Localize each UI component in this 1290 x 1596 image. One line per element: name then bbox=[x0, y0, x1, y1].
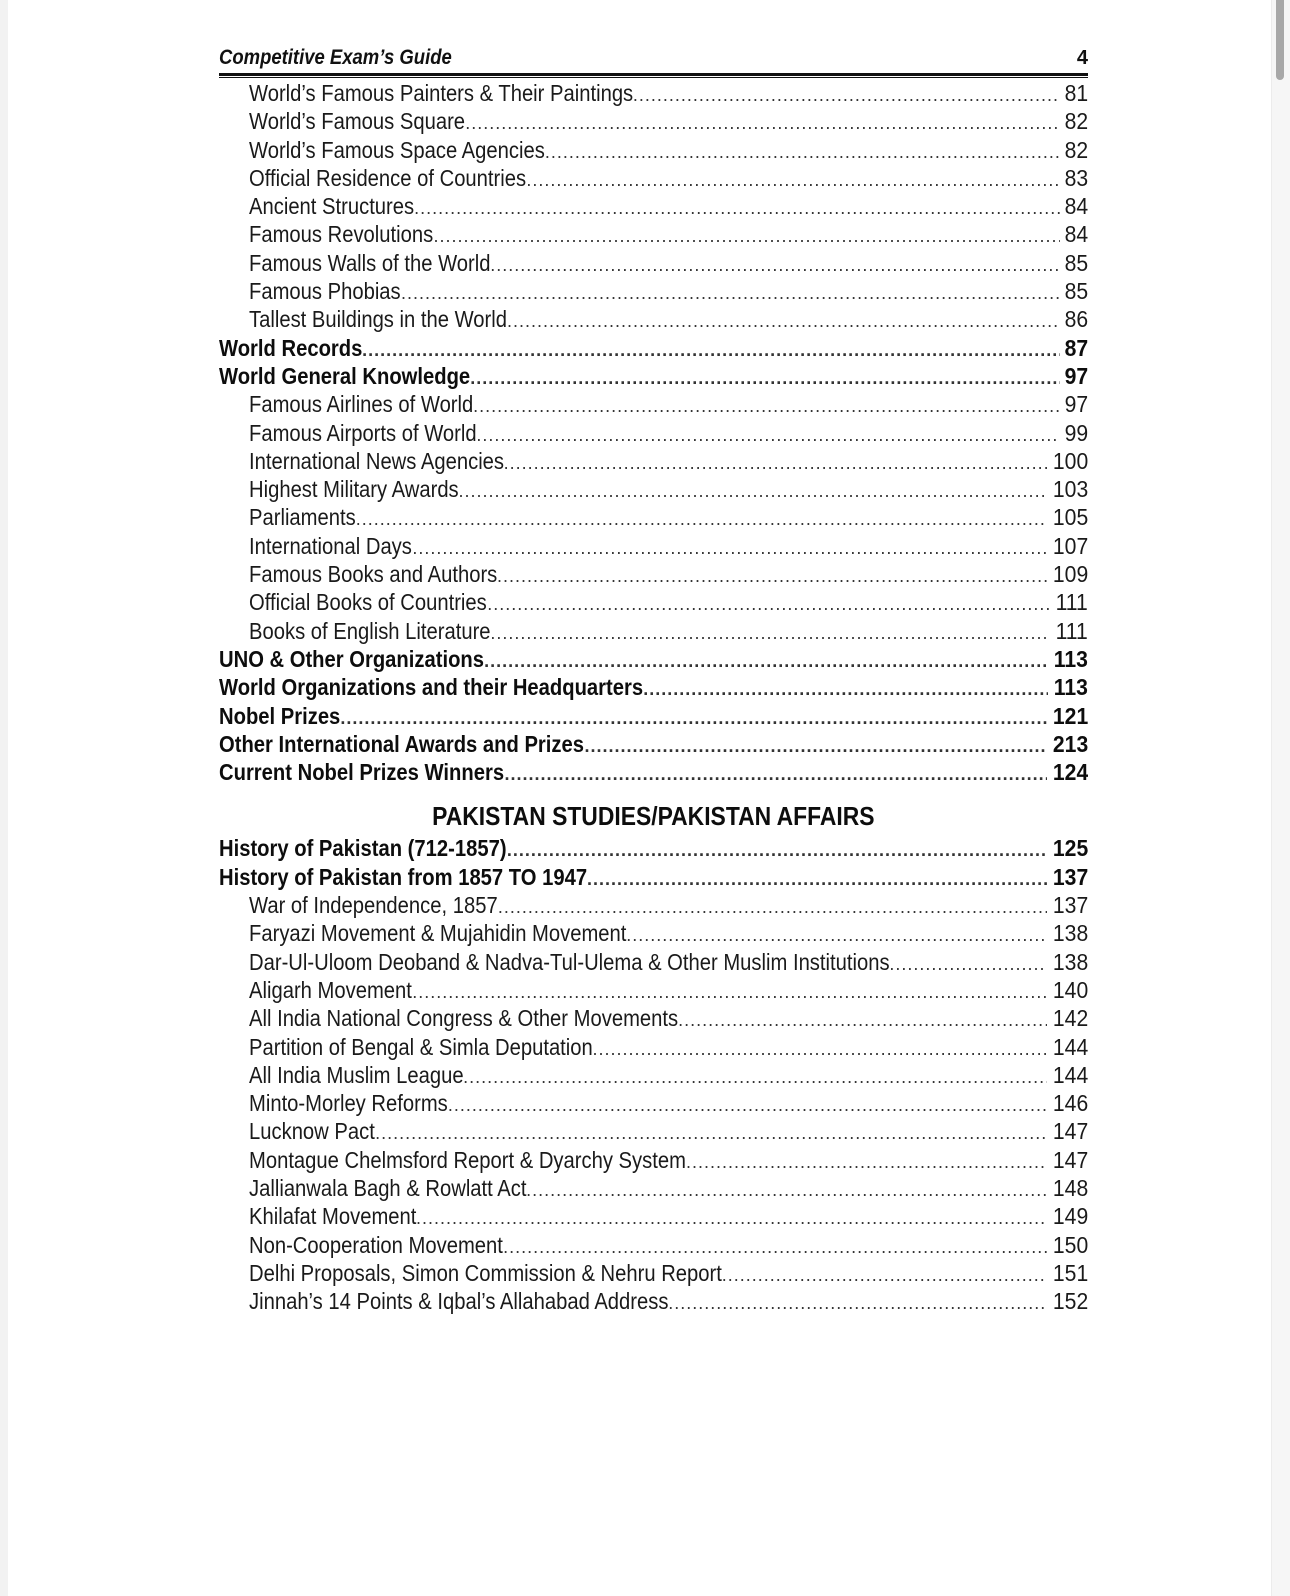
section-heading-text: PAKISTAN STUDIES/PAKISTAN AFFAIRS bbox=[432, 801, 875, 832]
toc-chapter-entry[interactable] bbox=[219, 703, 1088, 731]
dot-leader bbox=[448, 1095, 1047, 1116]
toc-entry-title: Delhi Proposals, Simon Commission & Nehru Report bbox=[249, 1259, 722, 1286]
toc-list-pakistan bbox=[219, 835, 1088, 1316]
toc-entry-page: 148 bbox=[1052, 1174, 1088, 1201]
toc-entry-title: Ancient Structures bbox=[249, 193, 415, 220]
header-double-rule bbox=[219, 73, 1088, 78]
dot-leader bbox=[487, 594, 1050, 615]
toc-chapter-entry[interactable] bbox=[219, 835, 1088, 863]
toc-entry-title: World’s Famous Space Agencies bbox=[249, 136, 545, 163]
toc-entry-title: Current Nobel Prizes Winners bbox=[219, 759, 505, 786]
toc-subentry[interactable] bbox=[219, 1147, 1088, 1175]
toc-entry-title: War of Independence, 1857 bbox=[249, 892, 498, 919]
toc-entry-page: 125 bbox=[1052, 835, 1088, 862]
dot-leader bbox=[584, 736, 1046, 757]
toc-chapter-entry[interactable] bbox=[219, 864, 1088, 892]
toc-entry-title: Famous Airports of World bbox=[249, 419, 477, 446]
toc-entry-title: Partition of Bengal & Simla Deputation bbox=[249, 1033, 593, 1060]
dot-leader bbox=[412, 538, 1046, 559]
dot-leader bbox=[889, 954, 1046, 975]
toc-subentry[interactable] bbox=[219, 618, 1088, 646]
page-content bbox=[219, 40, 1088, 1316]
dot-leader bbox=[476, 425, 1060, 446]
dot-leader bbox=[643, 679, 1048, 700]
dot-leader bbox=[412, 982, 1047, 1003]
toc-entry-title: Other International Awards and Prizes bbox=[219, 730, 585, 757]
toc-chapter-entry[interactable] bbox=[219, 759, 1088, 787]
toc-entry-page: 86 bbox=[1064, 306, 1088, 333]
toc-entry-page: 142 bbox=[1052, 1005, 1088, 1032]
section-heading bbox=[219, 801, 1088, 831]
dot-leader bbox=[465, 113, 1060, 134]
toc-subentry[interactable] bbox=[219, 1288, 1088, 1316]
toc-entry-title: Books of English Literature bbox=[249, 617, 491, 644]
dot-leader bbox=[678, 1010, 1047, 1031]
toc-entry-title: Non-Cooperation Movement bbox=[249, 1231, 503, 1258]
toc-entry-page: 213 bbox=[1052, 730, 1088, 757]
scrollbar-thumb[interactable] bbox=[1276, 0, 1284, 80]
dot-leader bbox=[498, 897, 1047, 918]
toc-subentry[interactable] bbox=[219, 1232, 1088, 1260]
toc-entry-page: 111 bbox=[1055, 589, 1088, 616]
dot-leader bbox=[668, 1293, 1047, 1314]
toc-entry-page: 83 bbox=[1064, 164, 1088, 191]
toc-subentry[interactable] bbox=[219, 306, 1088, 334]
toc-entry-title: Official Residence of Countries bbox=[249, 164, 527, 191]
toc-subentry[interactable] bbox=[219, 221, 1088, 249]
toc-subentry[interactable] bbox=[219, 137, 1088, 165]
toc-subentry[interactable] bbox=[219, 1118, 1088, 1146]
dot-leader bbox=[722, 1265, 1047, 1286]
toc-entry-page: 82 bbox=[1064, 136, 1088, 163]
toc-entry-title: Dar-Ul-Uloom Deoband & Nadva-Tul-Ulema & Other Muslim Institutions bbox=[249, 948, 890, 975]
dot-leader bbox=[505, 764, 1047, 785]
document-page bbox=[8, 0, 1272, 1596]
toc-entry-title: Parliaments bbox=[249, 504, 356, 531]
dot-leader bbox=[416, 1208, 1047, 1229]
toc-entry-title: Khilafat Movement bbox=[249, 1203, 417, 1230]
toc-entry-page: 124 bbox=[1052, 759, 1088, 786]
toc-entry-page: 100 bbox=[1052, 447, 1088, 474]
dot-leader bbox=[490, 255, 1060, 276]
toc-subentry[interactable] bbox=[219, 108, 1088, 136]
toc-entry-title: History of Pakistan (712-1857) bbox=[219, 835, 507, 862]
toc-entry-page: 105 bbox=[1052, 504, 1088, 531]
toc-entry-page: 121 bbox=[1052, 702, 1088, 729]
dot-leader bbox=[504, 453, 1047, 474]
toc-entry-title: Famous Revolutions bbox=[249, 221, 434, 248]
toc-subentry[interactable] bbox=[219, 892, 1088, 920]
toc-entry-title: World Organizations and their Headquarters bbox=[219, 674, 644, 701]
dot-leader bbox=[433, 226, 1059, 247]
toc-entry-page: 147 bbox=[1052, 1118, 1088, 1145]
dot-leader bbox=[375, 1123, 1047, 1144]
toc-chapter-entry[interactable] bbox=[219, 731, 1088, 759]
dot-leader bbox=[484, 651, 1048, 672]
dot-leader bbox=[362, 340, 1060, 361]
toc-entry-page: 82 bbox=[1064, 108, 1088, 135]
toc-entry-page: 149 bbox=[1052, 1203, 1088, 1230]
toc-entry-title: World’s Famous Square bbox=[249, 108, 466, 135]
toc-entry-title: Faryazi Movement & Mujahidin Movement bbox=[249, 920, 627, 947]
dot-leader bbox=[463, 1067, 1047, 1088]
toc-entry-page: 99 bbox=[1064, 419, 1088, 446]
toc-entry-page: 107 bbox=[1052, 532, 1088, 559]
toc-entry-page: 85 bbox=[1064, 249, 1088, 276]
toc-subentry[interactable] bbox=[219, 476, 1088, 504]
page-number: 4 bbox=[1076, 47, 1088, 69]
toc-entry-page: 103 bbox=[1052, 476, 1088, 503]
toc-entry-title: Minto-Morley Reforms bbox=[249, 1090, 448, 1117]
dot-leader bbox=[503, 1237, 1047, 1258]
dot-leader bbox=[401, 283, 1060, 304]
toc-subentry[interactable] bbox=[219, 80, 1088, 108]
toc-entry-title: Jallianwala Bagh & Rowlatt Act bbox=[249, 1174, 527, 1201]
toc-entry-title: Famous Phobias bbox=[249, 278, 401, 305]
toc-subentry[interactable] bbox=[219, 504, 1088, 532]
toc-entry-page: 97 bbox=[1064, 391, 1088, 418]
toc-entry-title: Nobel Prizes bbox=[219, 702, 341, 729]
toc-list-world bbox=[219, 80, 1088, 787]
toc-entry-page: 84 bbox=[1064, 221, 1088, 248]
toc-entry-title: Official Books of Countries bbox=[249, 589, 487, 616]
toc-entry-title: Tallest Buildings in the World bbox=[249, 306, 507, 333]
dot-leader bbox=[626, 925, 1047, 946]
dot-leader bbox=[526, 170, 1060, 191]
toc-entry-page: 113 bbox=[1053, 674, 1088, 701]
toc-subentry[interactable] bbox=[219, 920, 1088, 948]
toc-entry-title: Lucknow Pact bbox=[249, 1118, 375, 1145]
toc-subentry[interactable] bbox=[219, 1062, 1088, 1090]
toc-entry-page: 146 bbox=[1052, 1090, 1088, 1117]
toc-subentry[interactable] bbox=[219, 1260, 1088, 1288]
toc-entry-page: 113 bbox=[1053, 645, 1088, 672]
toc-subentry[interactable] bbox=[219, 448, 1088, 476]
toc-entry-page: 84 bbox=[1064, 193, 1088, 220]
toc-entry-page: 111 bbox=[1055, 617, 1088, 644]
dot-leader bbox=[593, 1039, 1047, 1060]
dot-leader bbox=[633, 85, 1060, 106]
toc-chapter-entry[interactable] bbox=[219, 674, 1088, 702]
toc-chapter-entry[interactable] bbox=[219, 363, 1088, 391]
toc-entry-title: Famous Walls of the World bbox=[249, 249, 491, 276]
toc-entry-title: International Days bbox=[249, 532, 412, 559]
toc-subentry[interactable] bbox=[219, 278, 1088, 306]
dot-leader bbox=[470, 368, 1060, 389]
running-title: Competitive Exam’s Guide bbox=[219, 46, 452, 69]
toc-entry-page: 151 bbox=[1052, 1259, 1088, 1286]
toc-subentry[interactable] bbox=[219, 1034, 1088, 1062]
toc-entry-page: 138 bbox=[1052, 948, 1088, 975]
toc-entry-page: 137 bbox=[1052, 892, 1088, 919]
dot-leader bbox=[526, 1180, 1047, 1201]
toc-entry-page: 147 bbox=[1052, 1146, 1088, 1173]
toc-entry-title: World’s Famous Painters & Their Paintings bbox=[249, 80, 634, 106]
toc-entry-title: Famous Books and Authors bbox=[249, 561, 498, 588]
toc-subentry[interactable] bbox=[219, 165, 1088, 193]
toc-subentry[interactable] bbox=[219, 589, 1088, 617]
toc-subentry[interactable] bbox=[219, 977, 1088, 1005]
toc-entry-title: Highest Military Awards bbox=[249, 476, 459, 503]
dot-leader bbox=[340, 708, 1046, 729]
toc-entry-title: Aligarh Movement bbox=[249, 976, 412, 1003]
toc-entry-page: 85 bbox=[1064, 278, 1088, 305]
dot-leader bbox=[490, 623, 1050, 644]
toc-subentry[interactable] bbox=[219, 391, 1088, 419]
toc-subentry[interactable] bbox=[219, 250, 1088, 278]
toc-entry-title: International News Agencies bbox=[249, 447, 505, 474]
toc-subentry[interactable] bbox=[219, 561, 1088, 589]
dot-leader bbox=[545, 142, 1060, 163]
toc-entry-title: World Records bbox=[219, 334, 363, 361]
dot-leader bbox=[497, 566, 1047, 587]
toc-entry-title: World General Knowledge bbox=[219, 362, 471, 389]
toc-entry-title: History of Pakistan from 1857 TO 1947 bbox=[219, 863, 588, 890]
dot-leader bbox=[356, 509, 1047, 530]
toc-entry-page: 140 bbox=[1052, 976, 1088, 1003]
dot-leader bbox=[507, 311, 1060, 332]
toc-entry-page: 81 bbox=[1064, 80, 1088, 106]
toc-entry-title: Montague Chelmsford Report & Dyarchy System bbox=[249, 1146, 686, 1173]
toc-entry-page: 152 bbox=[1052, 1288, 1088, 1315]
dot-leader bbox=[507, 840, 1047, 861]
toc-entry-page: 138 bbox=[1052, 920, 1088, 947]
toc-entry-page: 137 bbox=[1052, 863, 1088, 890]
toc-entry-title: Jinnah’s 14 Points & Iqbal’s Allahabad Address bbox=[249, 1288, 669, 1315]
dot-leader bbox=[458, 481, 1046, 502]
toc-entry-title: All India Muslim League bbox=[249, 1061, 464, 1088]
toc-entry-page: 150 bbox=[1052, 1231, 1088, 1258]
toc-subentry[interactable] bbox=[219, 193, 1088, 221]
toc-chapter-entry[interactable] bbox=[219, 646, 1088, 674]
toc-entry-title: All India National Congress & Other Movements bbox=[249, 1005, 679, 1032]
toc-subentry[interactable] bbox=[219, 1090, 1088, 1118]
toc-entry-page: 97 bbox=[1064, 362, 1088, 389]
toc-subentry[interactable] bbox=[219, 949, 1088, 977]
dot-leader bbox=[587, 869, 1047, 890]
toc-subentry[interactable] bbox=[219, 1005, 1088, 1033]
dot-leader bbox=[686, 1152, 1047, 1173]
toc-subentry[interactable] bbox=[219, 533, 1088, 561]
toc-chapter-entry[interactable] bbox=[219, 335, 1088, 363]
toc-subentry[interactable] bbox=[219, 420, 1088, 448]
toc-entry-page: 87 bbox=[1064, 334, 1088, 361]
dot-leader bbox=[414, 198, 1060, 219]
dot-leader bbox=[473, 396, 1060, 417]
toc-subentry[interactable] bbox=[219, 1175, 1088, 1203]
toc-subentry[interactable] bbox=[219, 1203, 1088, 1231]
scrollbar[interactable] bbox=[1271, 0, 1290, 1596]
toc-entry-page: 144 bbox=[1052, 1033, 1088, 1060]
toc-entry-page: 109 bbox=[1052, 561, 1088, 588]
toc-entry-page: 144 bbox=[1052, 1061, 1088, 1088]
page-header bbox=[219, 40, 1088, 70]
toc-entry-title: Famous Airlines of World bbox=[249, 391, 474, 418]
toc-entry-title: UNO & Other Organizations bbox=[219, 645, 485, 672]
